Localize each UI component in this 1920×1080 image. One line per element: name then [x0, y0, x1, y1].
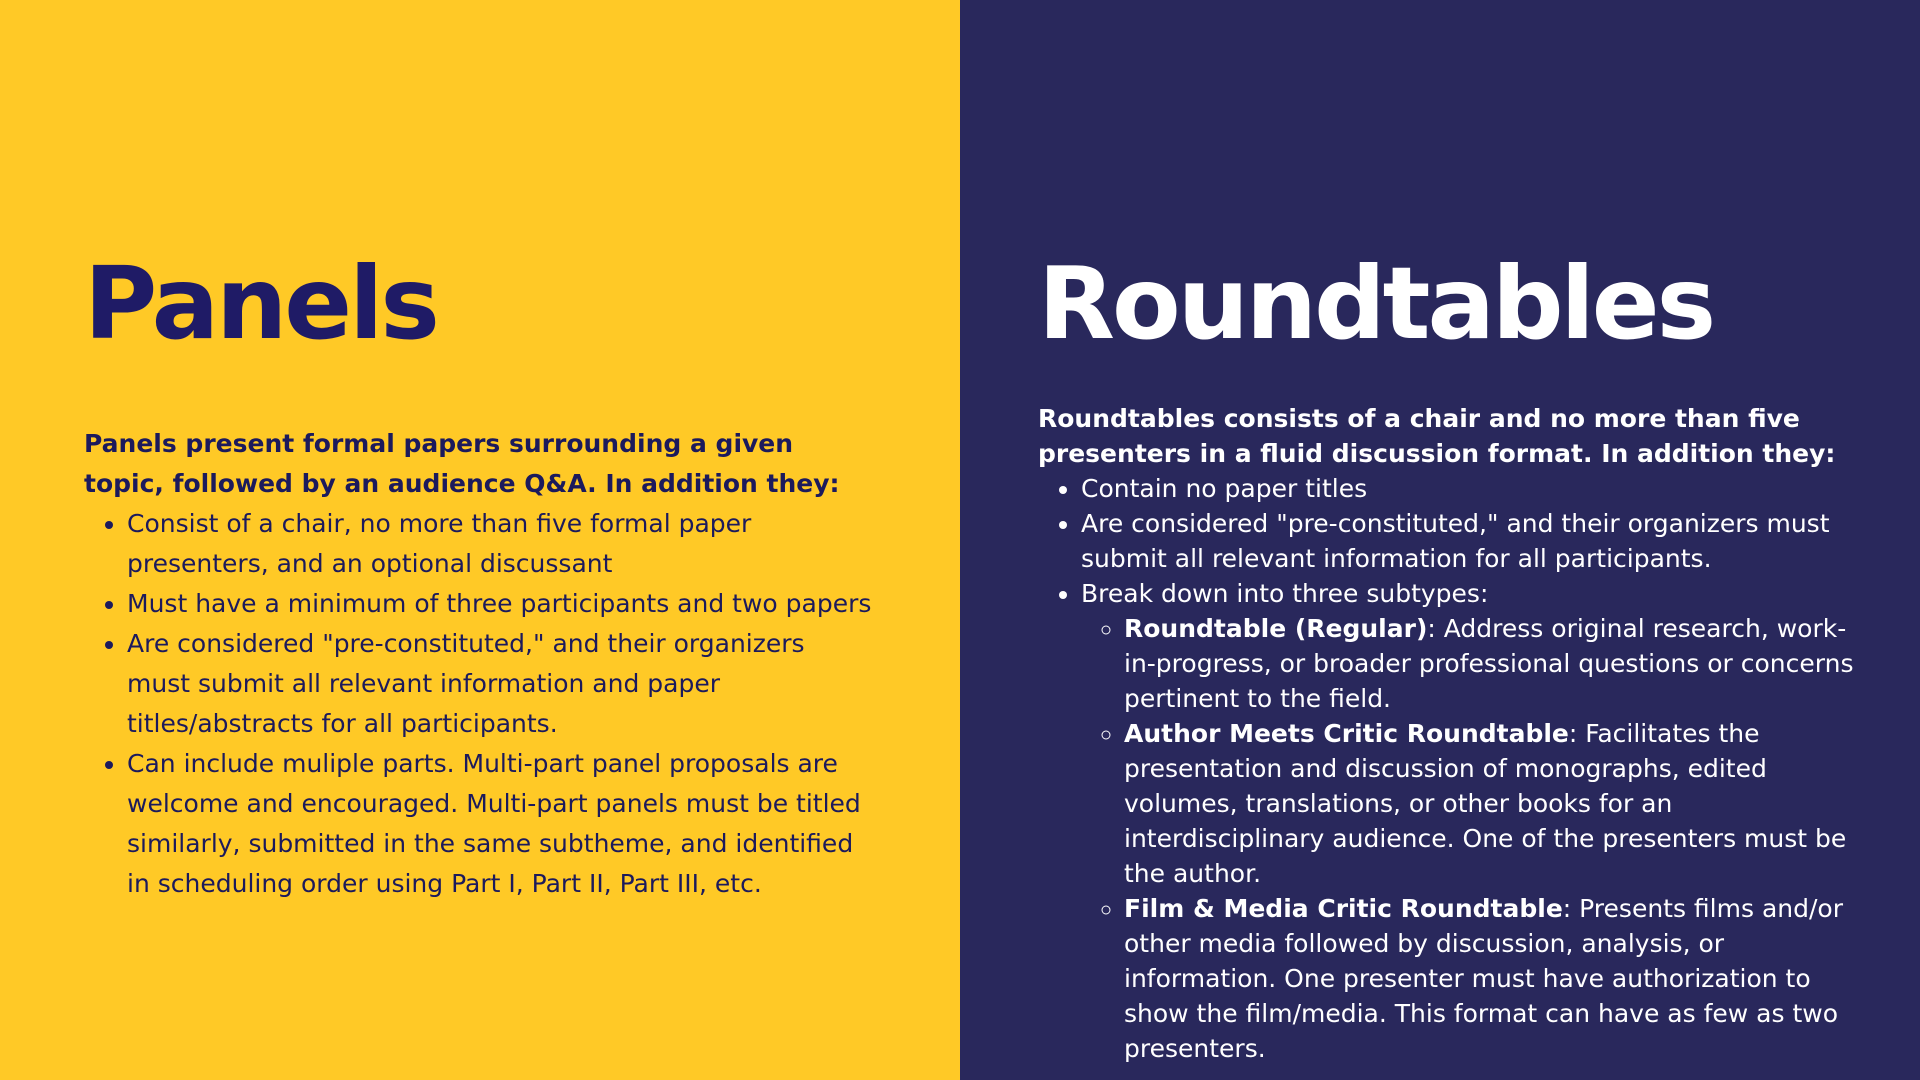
- list-item: • Must have a minimum of three participants and two papers: [127, 584, 874, 624]
- roundtables-bullet-list: [1038, 471, 1858, 1066]
- roundtables-section: [960, 0, 1920, 1080]
- subtype-title: Film & Media Critic Roundtable: [1124, 894, 1563, 923]
- list-item: • Can include muliple parts. Multi-part panel proposals are welcome and encouraged. Multi-part panels must be titled similarly, submitted in the same subtheme, and identified in scheduling order using Part I, Part II, Part III, etc.: [127, 744, 874, 904]
- panels-content: [84, 424, 874, 904]
- subtype-item: [1124, 611, 1858, 716]
- subtype-description: : Address original research, work-in-progress, or broader professional questions or concerns pertinent to the field.: [1124, 614, 1854, 713]
- subtype-list: [1081, 611, 1858, 1066]
- subtype-item: [1124, 716, 1858, 891]
- roundtables-content: [1038, 401, 1858, 1066]
- subtype-description: : Presents films and/or other media followed by discussion, analysis, or information. One presenter must have authorization to show the film/media. This format can have as few as two presenters.: [1124, 894, 1843, 1063]
- list-item-subtypes: [1081, 576, 1858, 1066]
- subtypes-lead: Break down into three subtypes:: [1081, 579, 1489, 608]
- list-item: • Consist of a chair, no more than five formal paper presenters, and an optional discussant: [127, 504, 874, 584]
- list-item: • Are considered "pre-constituted," and their organizers must submit all relevant information for all participants.: [1081, 506, 1858, 576]
- list-item: • Are considered "pre-constituted," and their organizers must submit all relevant information and paper titles/abstracts for all participants.: [127, 624, 874, 744]
- roundtables-heading: Roundtables: [1038, 245, 1714, 362]
- subtype-description: : Facilitates the presentation and discussion of monographs, edited volumes, translations, or other books for an interdisciplinary audience. One of the presenters must be the author.: [1124, 719, 1847, 888]
- panels-intro: Panels present formal papers surrounding a given topic, followed by an audience Q&A. In addition they:: [84, 429, 840, 498]
- subtype-item: [1124, 891, 1858, 1066]
- subtype-title: Roundtable (Regular): [1124, 614, 1428, 643]
- panels-heading: Panels: [84, 245, 437, 362]
- roundtables-intro: Roundtables consists of a chair and no more than five presenters in a fluid discussion format. In addition they:: [1038, 404, 1836, 468]
- list-item: • Contain no paper titles: [1081, 471, 1858, 506]
- panels-bullet-list: [84, 504, 874, 904]
- subtype-title: Author Meets Critic Roundtable: [1124, 719, 1569, 748]
